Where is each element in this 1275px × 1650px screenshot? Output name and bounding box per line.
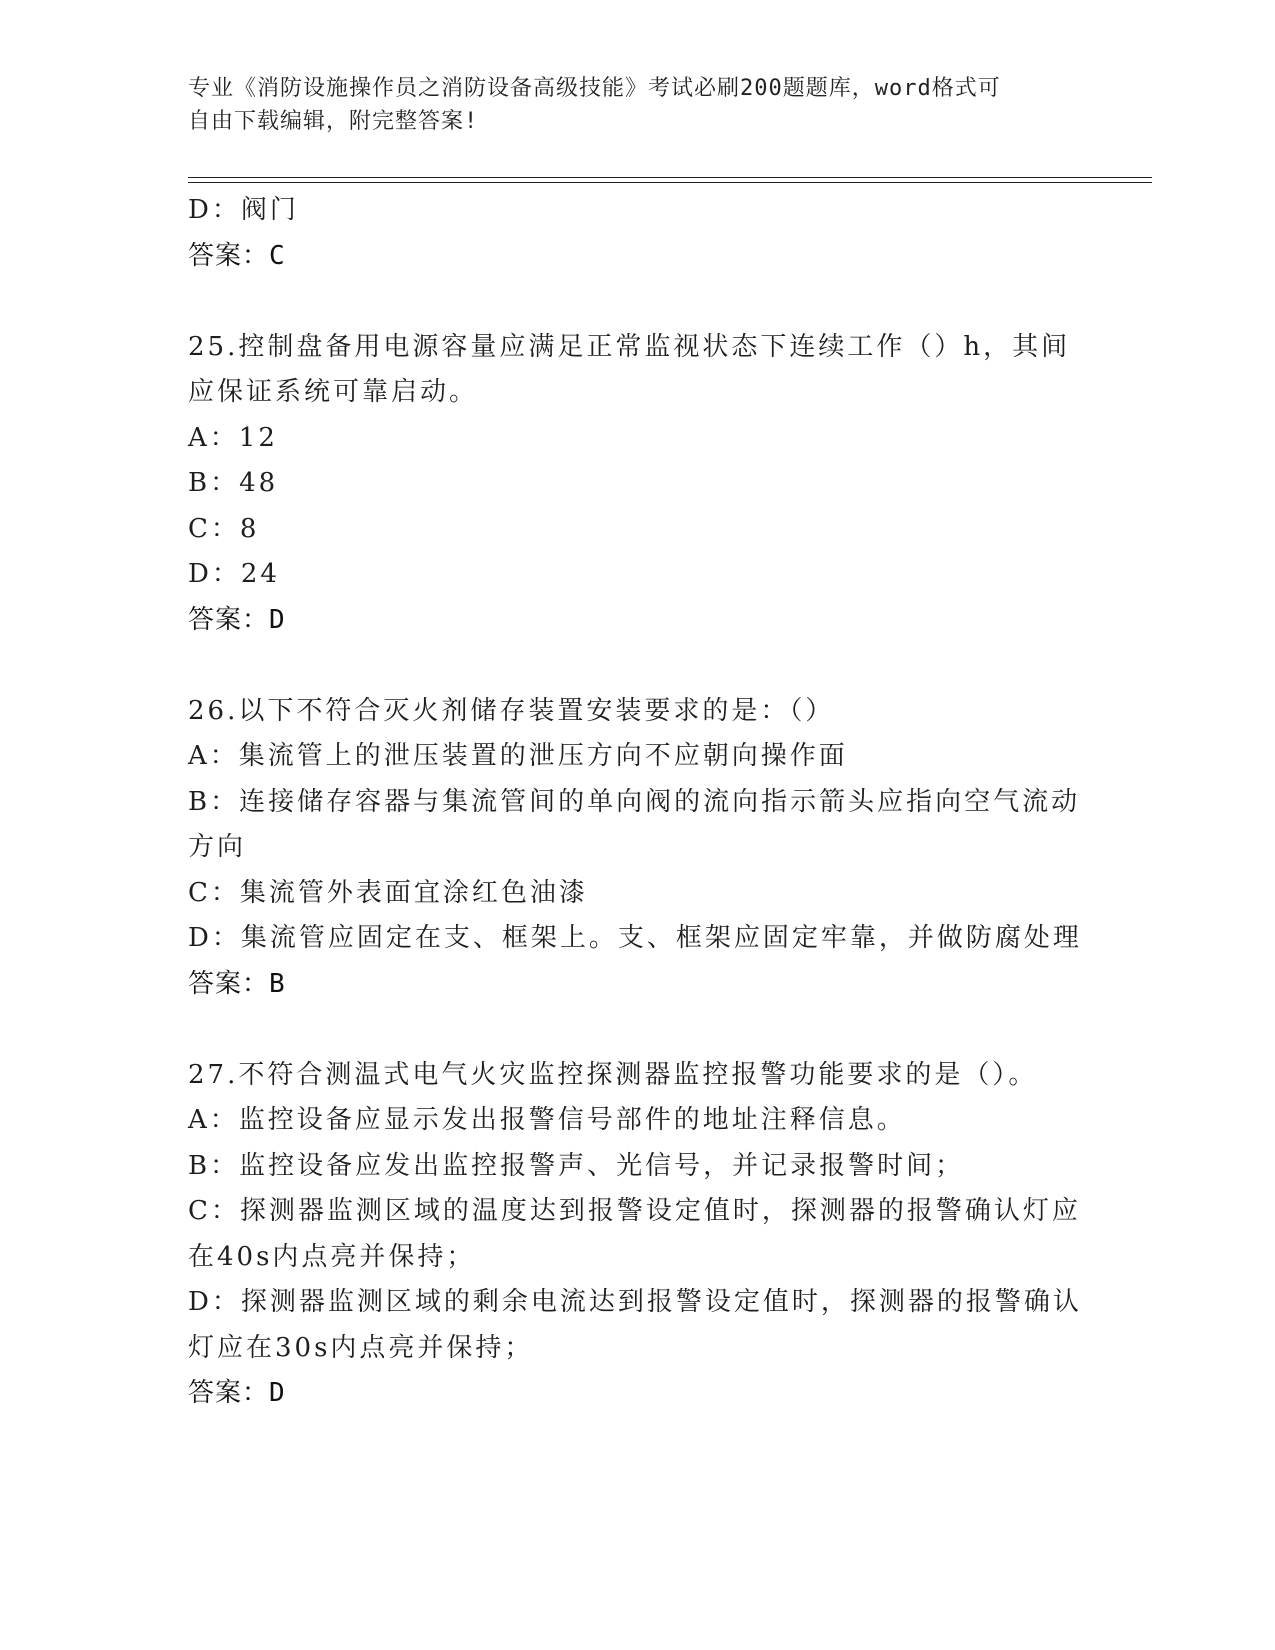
option-c-continued: 在40s内点亮并保持； <box>188 1241 476 1272</box>
option-d-continued: 灯应在30s内点亮并保持； <box>188 1332 534 1363</box>
answer-line <box>188 598 1088 644</box>
option-d: D：阀门 <box>188 195 299 225</box>
option-b: B：连接储存容器与集流管间的单向阀的流向指示箭头应指向空气流动 <box>188 786 1081 817</box>
answer-label: 答案： <box>188 604 270 635</box>
option-a: A：监控设备应显示发出报警信号部件的地址注释信息。 <box>188 1105 906 1135</box>
header-title-line-2: 自由下载编辑，附完整答案! <box>188 109 479 134</box>
answer-value: D <box>269 604 286 635</box>
option-c: C：集流管外表面宜涂红色油漆 <box>188 877 588 908</box>
answer-line <box>188 1371 1088 1417</box>
question-26 <box>188 689 1088 1008</box>
option-b: B：48 <box>188 468 279 498</box>
question-content <box>188 188 1088 1417</box>
option-a: A：12 <box>188 422 278 453</box>
question-stem: 27.不符合测温式电气火灾监控探测器监控报警功能要求的是（）。 <box>188 1059 1038 1090</box>
document-header <box>188 72 1068 138</box>
option-d: D：集流管应固定在支、框架上。支、框架应固定牢靠，并做防腐处理 <box>188 923 1082 953</box>
question-25 <box>188 325 1088 644</box>
answer-value: B <box>269 968 286 999</box>
option-a: A：集流管上的泄压装置的泄压方向不应朝向操作面 <box>188 741 848 771</box>
header-title-line-1: 专业《消防设施操作员之消防设备高级技能》考试必刷200题题库，word格式可 <box>188 76 1001 101</box>
answer-value: C <box>269 240 286 271</box>
answer-line <box>188 962 1088 1008</box>
answer-label: 答案： <box>188 968 270 999</box>
option-c: C：探测器监测区域的温度达到报警设定值时，探测器的报警确认灯应 <box>188 1196 1081 1226</box>
option-b-continued: 方向 <box>188 832 247 862</box>
header-divider-bottom <box>188 182 1152 183</box>
question-stem: 应保证系统可靠启动。 <box>188 377 479 407</box>
option-c: C：8 <box>188 513 260 544</box>
header-divider-top <box>188 177 1152 178</box>
option-d: D：探测器监测区域的剩余电流达到报警设定值时，探测器的报警确认 <box>188 1287 1082 1317</box>
question-stem: 25.控制盘备用电源容量应满足正常监视状态下连续工作（）h，其间 <box>188 331 1071 362</box>
answer-line <box>188 234 1088 280</box>
option-d: D：24 <box>188 559 280 589</box>
answer-value: D <box>269 1378 286 1408</box>
option-b: B：监控设备应发出监控报警声、光信号，并记录报警时间； <box>188 1150 965 1181</box>
answer-label: 答案： <box>188 1378 270 1408</box>
question-stem: 26.以下不符合灭火剂储存装置安装要求的是：（） <box>188 695 835 726</box>
question-27 <box>188 1053 1088 1417</box>
answer-label: 答案： <box>188 240 270 271</box>
